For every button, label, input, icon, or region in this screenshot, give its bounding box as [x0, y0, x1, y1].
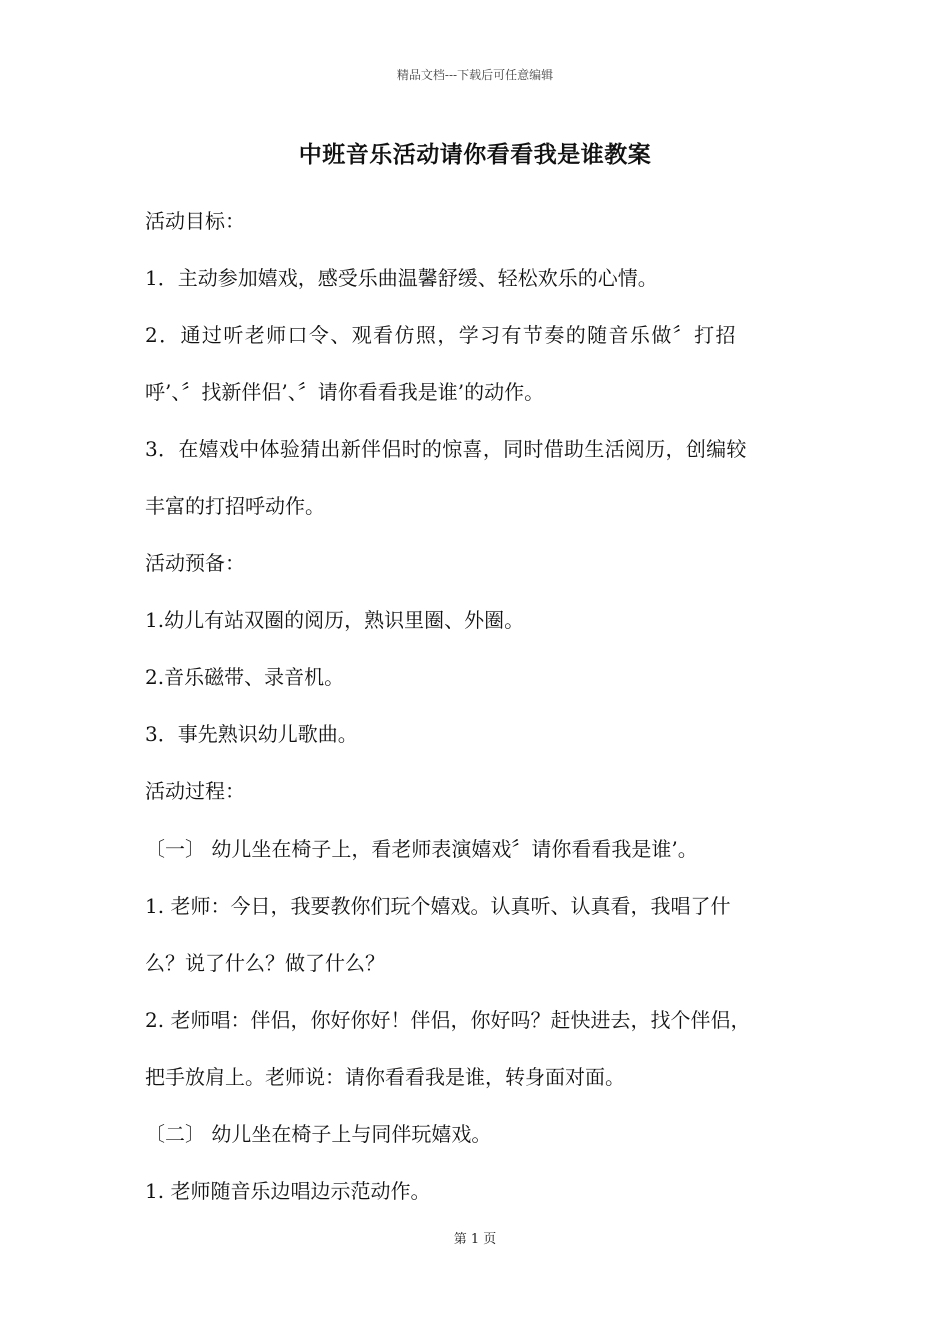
- paragraph-line: 3．在嬉戏中体验猜出新伴侣时的惊喜，同时借助生活阅历，创编较: [145, 437, 747, 461]
- section-heading-goals: 活动目标：: [145, 209, 245, 233]
- paragraph-line: 1. 老师随音乐边唱边示范动作。: [145, 1179, 431, 1203]
- paragraph-line: 〔二〕 幼儿坐在椅子上与同伴玩嬉戏。: [145, 1122, 492, 1146]
- section-heading-process: 活动过程：: [145, 779, 245, 803]
- paragraph-line: 1.幼儿有站双圈的阅历，熟识里圈、外圈。: [145, 608, 525, 632]
- paragraph-line: 3．事先熟识幼儿歌曲。: [145, 722, 358, 746]
- page-number: 第 1 页: [453, 1232, 497, 1247]
- paragraph-line: 2. 老师唱：伴侣，你好你好！伴侣，你好吗？赶快进去，找个伴侣，: [145, 1008, 751, 1032]
- header-note: 精品文档---下载后可任意编辑: [396, 68, 554, 82]
- paragraph-line: 〔一〕 幼儿坐在椅子上，看老师表演嬉戏〞请你看看我是谁’。: [145, 837, 698, 861]
- document-title: 中班音乐活动请你看看我是谁教案: [298, 141, 652, 168]
- paragraph-line: 把手放肩上。老师说：请你看看我是谁，转身面对面。: [145, 1065, 625, 1089]
- section-heading-preparation: 活动预备：: [145, 551, 245, 575]
- paragraph-line: 丰富的打招呼动作。: [145, 494, 325, 518]
- paragraph-line: 1. 老师：今日，我要教你们玩个嬉戏。认真听、认真看，我唱了什: [145, 894, 731, 918]
- paragraph-line: 呼’、〞找新伴侣’、〞请你看看我是谁’的动作。: [145, 380, 545, 404]
- paragraph-line: 1．主动参加嬉戏，感受乐曲温馨舒缓、轻松欢乐的心情。: [145, 266, 658, 290]
- paragraph-line: 2．通过听老师口令、观看仿照，学习有节奏的随音乐做〞打招: [145, 323, 737, 347]
- paragraph-line: 2.音乐磁带、录音机。: [145, 665, 345, 689]
- paragraph-line: 么？说了什么？做了什么？: [145, 951, 385, 975]
